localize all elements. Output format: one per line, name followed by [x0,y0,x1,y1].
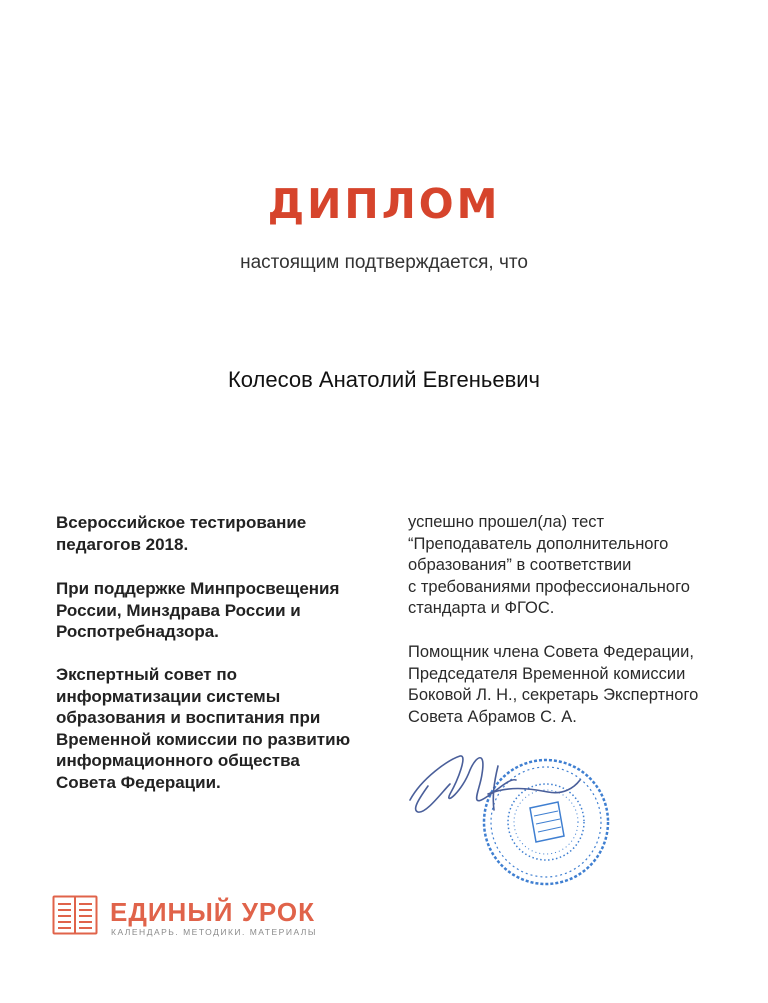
stamp-seal [484,760,608,884]
text-line: Председателя Временной комиссии [408,664,686,683]
test-result-description [408,512,748,620]
text-line: Совета Федерации. [56,772,221,792]
text-line: образования” в соответствии [408,556,632,574]
council-description [56,664,386,793]
logo-name: ЕДИНЫЙ УРОК [110,897,315,927]
logo-tagline: КАЛЕНДАРЬ. МЕТОДИКИ. МАТЕРИАЛЫ [111,927,317,937]
text-line: информационного общества [56,751,300,770]
text-line: Помощник члена Совета Федерации, [408,643,694,661]
text-line: успешно прошел(ла) тест [408,513,605,531]
book-icon [52,895,98,935]
text-line: стандарта и ФГОС. [408,599,555,617]
support-description [56,578,386,643]
text-line: Экспертный совет по [56,665,237,684]
handwritten-signature [410,756,580,812]
text-line: информатизации системы [56,686,281,706]
diploma-subtitle: настоящим подтверждается, что [240,252,528,273]
text-line: педагогов 2018. [56,534,189,554]
recipient-name: Колесов Анатолий Евгеньевич [227,367,541,392]
text-line: Всероссийское тестирование [56,513,307,532]
text-line: с требованиями профессионального [408,577,690,596]
text-line: “Преподаватель дополнительного [408,534,669,553]
signature-and-stamp [398,730,638,900]
text-line: Боковой Л. Н., секретарь Экспертного [408,686,699,704]
text-line: России, Минздрава России и [56,600,301,620]
text-line: образования и воспитания при [56,708,321,727]
testing-description [56,512,386,555]
text-line: Совета Абрамов С. А. [408,707,577,726]
text-line: При поддержке Минпросвещения [56,579,340,598]
diploma-title: ДИПЛОМ [267,180,501,228]
text-line: Роспотребнадзора. [56,622,219,641]
text-line: Временной комиссии по развитию [56,729,351,749]
signatory-description [408,642,748,728]
